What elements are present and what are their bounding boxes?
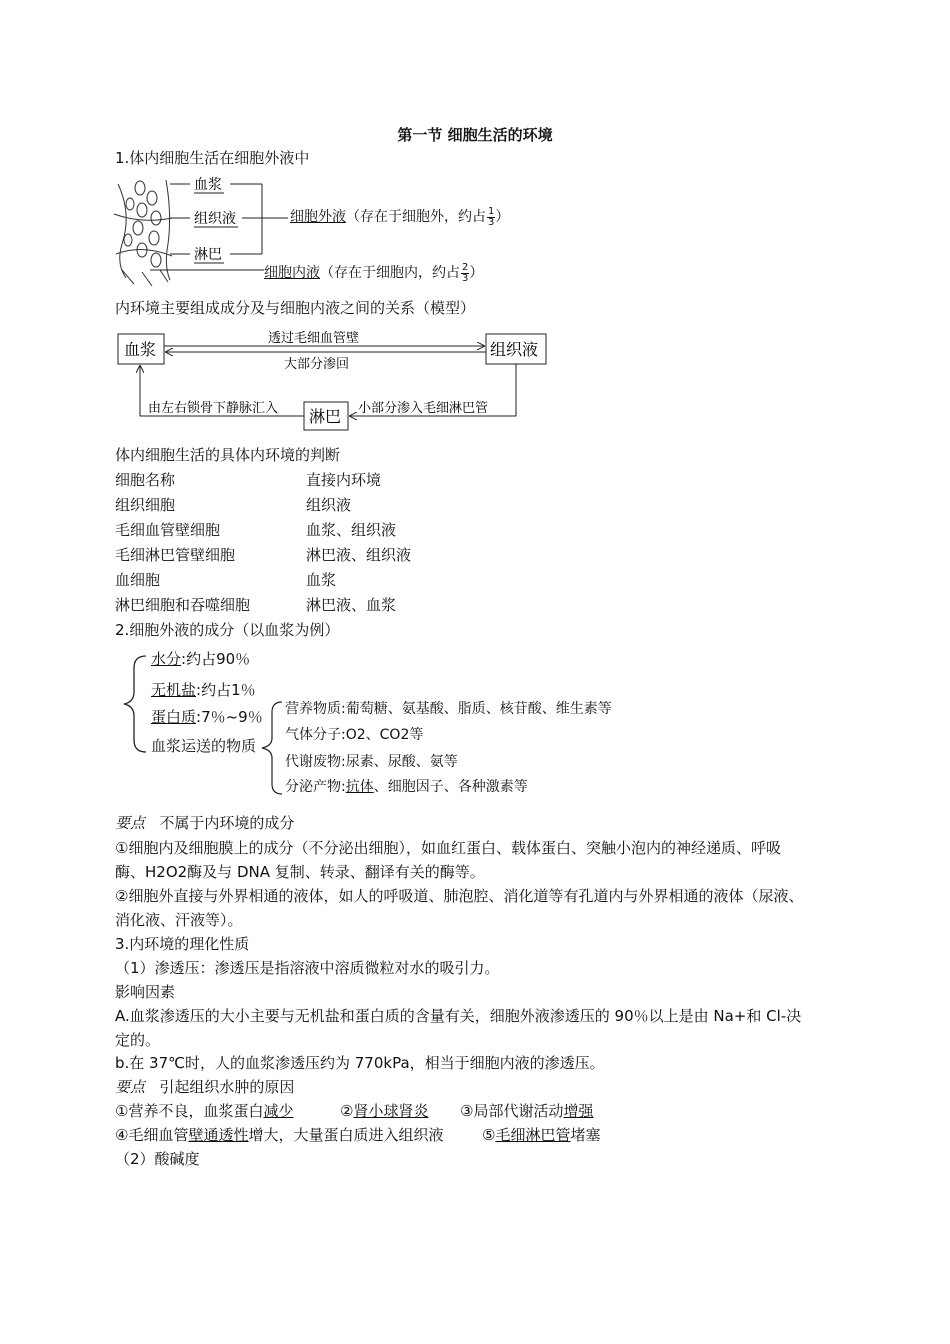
section-3-heading: 3.内环境的理化性质 xyxy=(115,935,250,953)
section-2-heading: 2.细胞外液的成分（以血浆为例） xyxy=(115,621,340,639)
table-row-env: 淋巴液、血浆 xyxy=(306,596,397,614)
diagram-lymph-label: 淋巴 xyxy=(194,247,222,263)
edema-cause-5: ⑤毛细淋巴管堵塞 xyxy=(482,1126,601,1144)
edema-cause-2: ②肾小球肾炎 xyxy=(340,1102,429,1120)
table-row: 毛细淋巴管壁细胞 xyxy=(115,546,236,564)
judge-heading: 体内细胞生活的具体内环境的判断 xyxy=(115,446,341,464)
table-row-env: 淋巴液、组织液 xyxy=(306,546,412,564)
gas-item: 气体分子:O2、CO2等 xyxy=(285,727,424,743)
acidity-heading: （2）酸碱度 xyxy=(115,1150,200,1168)
edema-cause-3: ③局部代谢活动增强 xyxy=(460,1102,594,1120)
model-left-label: 由左右锁骨下静脉汇入 xyxy=(148,401,279,416)
secretion-item: 分泌产物:抗体、细胞因子、各种激素等 xyxy=(285,779,528,795)
factor-b: b.在 37℃时，人的血浆渗透压约为 770kPa，相当于细胞内液的渗透压。 xyxy=(115,1054,605,1072)
table-row: 毛细血管壁细胞 xyxy=(115,521,221,539)
icf-label: 细胞内液 xyxy=(264,265,320,281)
table-row: 淋巴细胞和吞噬细胞 xyxy=(115,596,251,614)
ecf-fraction: $\frac{1}{3}$ xyxy=(488,205,495,228)
nutrients-item: 营养物质:葡萄糖、氨基酸、脂质、核苷酸、维生素等 xyxy=(285,701,612,717)
diagram-plasma-label: 血浆 xyxy=(194,177,222,193)
left-brace xyxy=(118,652,154,756)
model-mid-label: 大部分渗回 xyxy=(284,357,350,372)
ecf-close: ） xyxy=(495,209,510,225)
relationship-model-diagram xyxy=(112,326,552,436)
icf-line xyxy=(150,268,270,272)
edema-cause-1: ①营养不良，血浆蛋白减少 xyxy=(115,1102,294,1120)
factor-a-line1: A.血浆渗透压的大小主要与无机盐和蛋白质的含量有关，细胞外液渗透压的 90％以上是由 Na+和 Cl-决 xyxy=(115,1007,802,1025)
model-right-label: 小部分渗入毛细淋巴管 xyxy=(358,401,489,416)
section-1-heading: 1.体内细胞生活在细胞外液中 xyxy=(115,149,310,167)
model-plasma-label: 血浆 xyxy=(124,340,157,359)
table-row: 组织细胞 xyxy=(115,496,176,514)
inner-brace xyxy=(258,700,288,796)
paragraph-1a: ①细胞内及细胞膜上的成分（不分泌出细胞），如血红蛋白、载体蛋白、突触小泡内的神经递质、呼吸 xyxy=(115,839,781,857)
table-header-cell: 细胞名称 xyxy=(115,471,176,489)
ecf-note: （存在于细胞外，约占 xyxy=(346,209,486,225)
table-header-env: 直接内环境 xyxy=(306,471,382,489)
model-top-label: 透过毛细血管壁 xyxy=(268,331,360,346)
diagram-tissue-label: 组织液 xyxy=(194,211,236,227)
table-row-env: 血浆、组织液 xyxy=(306,521,397,539)
edema-cause-4: ④毛细血管壁通透性增大，大量蛋白质进入组织液 xyxy=(115,1126,444,1144)
icf-note: （存在于细胞内，约占 xyxy=(320,265,460,281)
water-item: 水分:约占90％ xyxy=(151,650,251,668)
key-point-2: 要点 引起组织水肿的原因 xyxy=(115,1078,295,1096)
ecf-label: 细胞外液 xyxy=(290,209,346,225)
page-title: 第一节 细胞生活的环境 xyxy=(397,126,553,144)
table-row: 血细胞 xyxy=(115,571,161,589)
key-point-1: 要点 不属于内环境的成分 xyxy=(115,814,295,832)
osmotic-pressure: （1）渗透压：渗透压是指溶液中溶质微粒对水的吸引力。 xyxy=(115,959,500,977)
protein-item: 蛋白质:7％~9％ xyxy=(151,708,263,726)
ecf-row xyxy=(290,206,509,228)
waste-item: 代谢废物:尿素、尿酸、氨等 xyxy=(285,754,458,770)
model-heading: 内环境主要组成成分及与细胞内液之间的关系（模型） xyxy=(115,299,476,317)
paragraph-2a: ②细胞外直接与外界相通的液体，如人的呼吸道、肺泡腔、消化道等有孔道内与外界相通的液体（尿液、 xyxy=(115,887,804,905)
factors-heading: 影响因素 xyxy=(115,983,176,1001)
transport-item: 血浆运送的物质 xyxy=(151,737,257,755)
model-tissue-label: 组织液 xyxy=(490,340,539,359)
icf-row xyxy=(264,262,483,284)
icf-fraction: $\frac{2}{3}$ xyxy=(462,261,469,284)
factor-a-line2: 定的。 xyxy=(115,1031,161,1049)
salt-item: 无机盐:约占1％ xyxy=(151,681,256,699)
paragraph-1b: 酶、H2O2酶及与 DNA 复制、转录、翻译有关的酶等。 xyxy=(115,863,485,881)
paragraph-2b: 消化液、汗液等）。 xyxy=(115,911,243,929)
table-row-env: 血浆 xyxy=(306,571,337,589)
model-lymph-label: 淋巴 xyxy=(309,407,342,426)
icf-close: ） xyxy=(469,265,484,281)
table-row-env: 组织液 xyxy=(306,496,352,514)
